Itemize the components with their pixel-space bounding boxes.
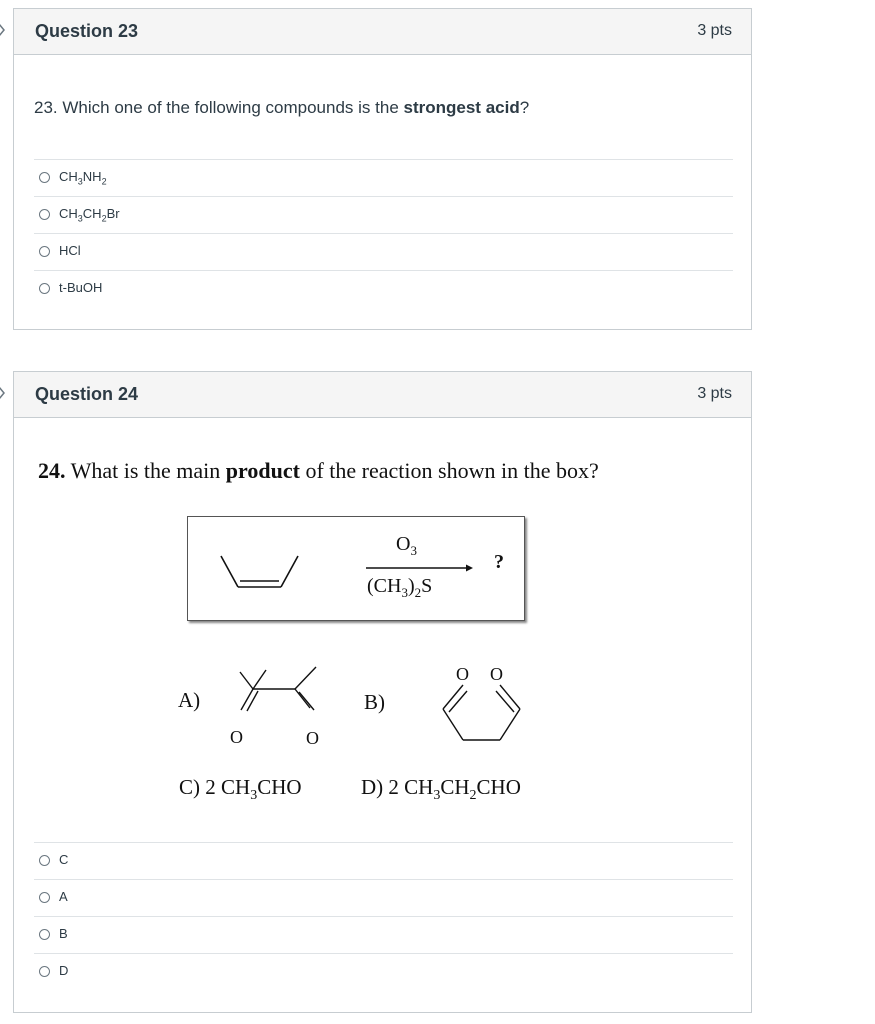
reagent-text: S [421, 575, 433, 597]
answer-option[interactable] [34, 196, 733, 233]
oxygen-label: O [230, 727, 243, 747]
chevron-right-icon[interactable] [0, 386, 6, 400]
question-text-before: What is the main [65, 458, 226, 483]
oxygen-label: O [456, 664, 469, 684]
answer-option[interactable] [34, 879, 733, 916]
answer-text: CH [59, 206, 78, 221]
answer-option[interactable] [34, 233, 733, 270]
option-text: C) 2 CH [179, 775, 251, 799]
radio-button[interactable] [39, 283, 50, 294]
oxygen-label: O [490, 664, 503, 684]
radio-button[interactable] [39, 855, 50, 866]
question-title: Question 24 [35, 384, 139, 404]
question-text-after: ? [519, 98, 530, 117]
reagent-subscript: 2 [414, 585, 422, 600]
option-text: CHO [476, 775, 521, 799]
answer-list [34, 842, 733, 990]
answer-text: CH [59, 169, 78, 184]
option-c-label [179, 775, 302, 804]
reagent-text: O [396, 533, 411, 555]
reagent-subscript: 3 [410, 543, 417, 558]
reaction-arrow [366, 563, 474, 573]
question-text-bold: product [225, 458, 300, 483]
reactant-structure [218, 551, 300, 593]
option-subscript: 2 [469, 788, 477, 804]
option-a-label: A) [178, 688, 201, 712]
option-b-structure [434, 682, 528, 744]
radio-button[interactable] [39, 172, 50, 183]
answer-label: B [59, 926, 68, 941]
reagent-text: (CH [367, 575, 402, 597]
option-d-label [361, 775, 521, 804]
answer-label [59, 206, 120, 224]
option-subscript: 3 [250, 788, 258, 804]
answer-label: D [59, 963, 69, 978]
question-text-before: Which one of the following compounds is the [57, 98, 404, 117]
reagent-ozone [396, 533, 417, 559]
question-header [14, 372, 751, 418]
question-points: 3 pts [697, 385, 732, 402]
reagent-text: ) [407, 575, 415, 597]
reaction-scheme-box [187, 516, 525, 621]
question-title: Question 23 [35, 21, 139, 41]
radio-button[interactable] [39, 209, 50, 220]
question-card-24 [13, 371, 752, 1013]
answer-option[interactable] [34, 842, 733, 879]
answer-label: t-BuOH [59, 280, 103, 295]
answer-subscript: 2 [101, 176, 107, 187]
question-number: 23. [34, 98, 58, 117]
answer-option[interactable] [34, 270, 733, 307]
answer-subscript: 3 [77, 213, 83, 224]
answer-text: NH [82, 169, 102, 184]
answer-subscript: 2 [101, 213, 107, 224]
chevron-right-icon[interactable] [0, 23, 6, 37]
option-b-label: B) [364, 690, 385, 714]
option-a-structure [226, 664, 326, 732]
answer-option[interactable] [34, 916, 733, 953]
question-number: 24. [38, 458, 66, 483]
question-header [14, 9, 751, 55]
question-text-after: of the reaction shown in the box? [299, 458, 599, 483]
question-text-bold: strongest acid [403, 98, 520, 117]
option-text: D) 2 CH [361, 775, 434, 799]
question-text [38, 458, 599, 484]
reagent-subscript: 3 [401, 585, 408, 600]
answer-label: C [59, 852, 69, 867]
option-subscript: 3 [433, 788, 441, 804]
answer-option[interactable] [34, 953, 733, 990]
answer-label: HCl [59, 243, 81, 258]
question-points: 3 pts [697, 22, 732, 39]
question-card-23 [13, 8, 752, 330]
radio-button[interactable] [39, 966, 50, 977]
answer-label: A [59, 889, 68, 904]
answer-list [34, 159, 733, 307]
option-text: CHO [257, 775, 302, 799]
answer-label [59, 169, 107, 187]
radio-button[interactable] [39, 929, 50, 940]
answer-subscript: 3 [77, 176, 83, 187]
oxygen-label: O [306, 728, 319, 748]
option-text: CH [440, 775, 470, 799]
answer-text: Br [106, 206, 120, 221]
answer-option[interactable] [34, 159, 733, 196]
radio-button[interactable] [39, 246, 50, 257]
radio-button[interactable] [39, 892, 50, 903]
product-question-mark: ? [494, 551, 504, 573]
answer-text: CH [82, 206, 102, 221]
reagent-dms [367, 575, 432, 601]
question-text [34, 98, 529, 118]
